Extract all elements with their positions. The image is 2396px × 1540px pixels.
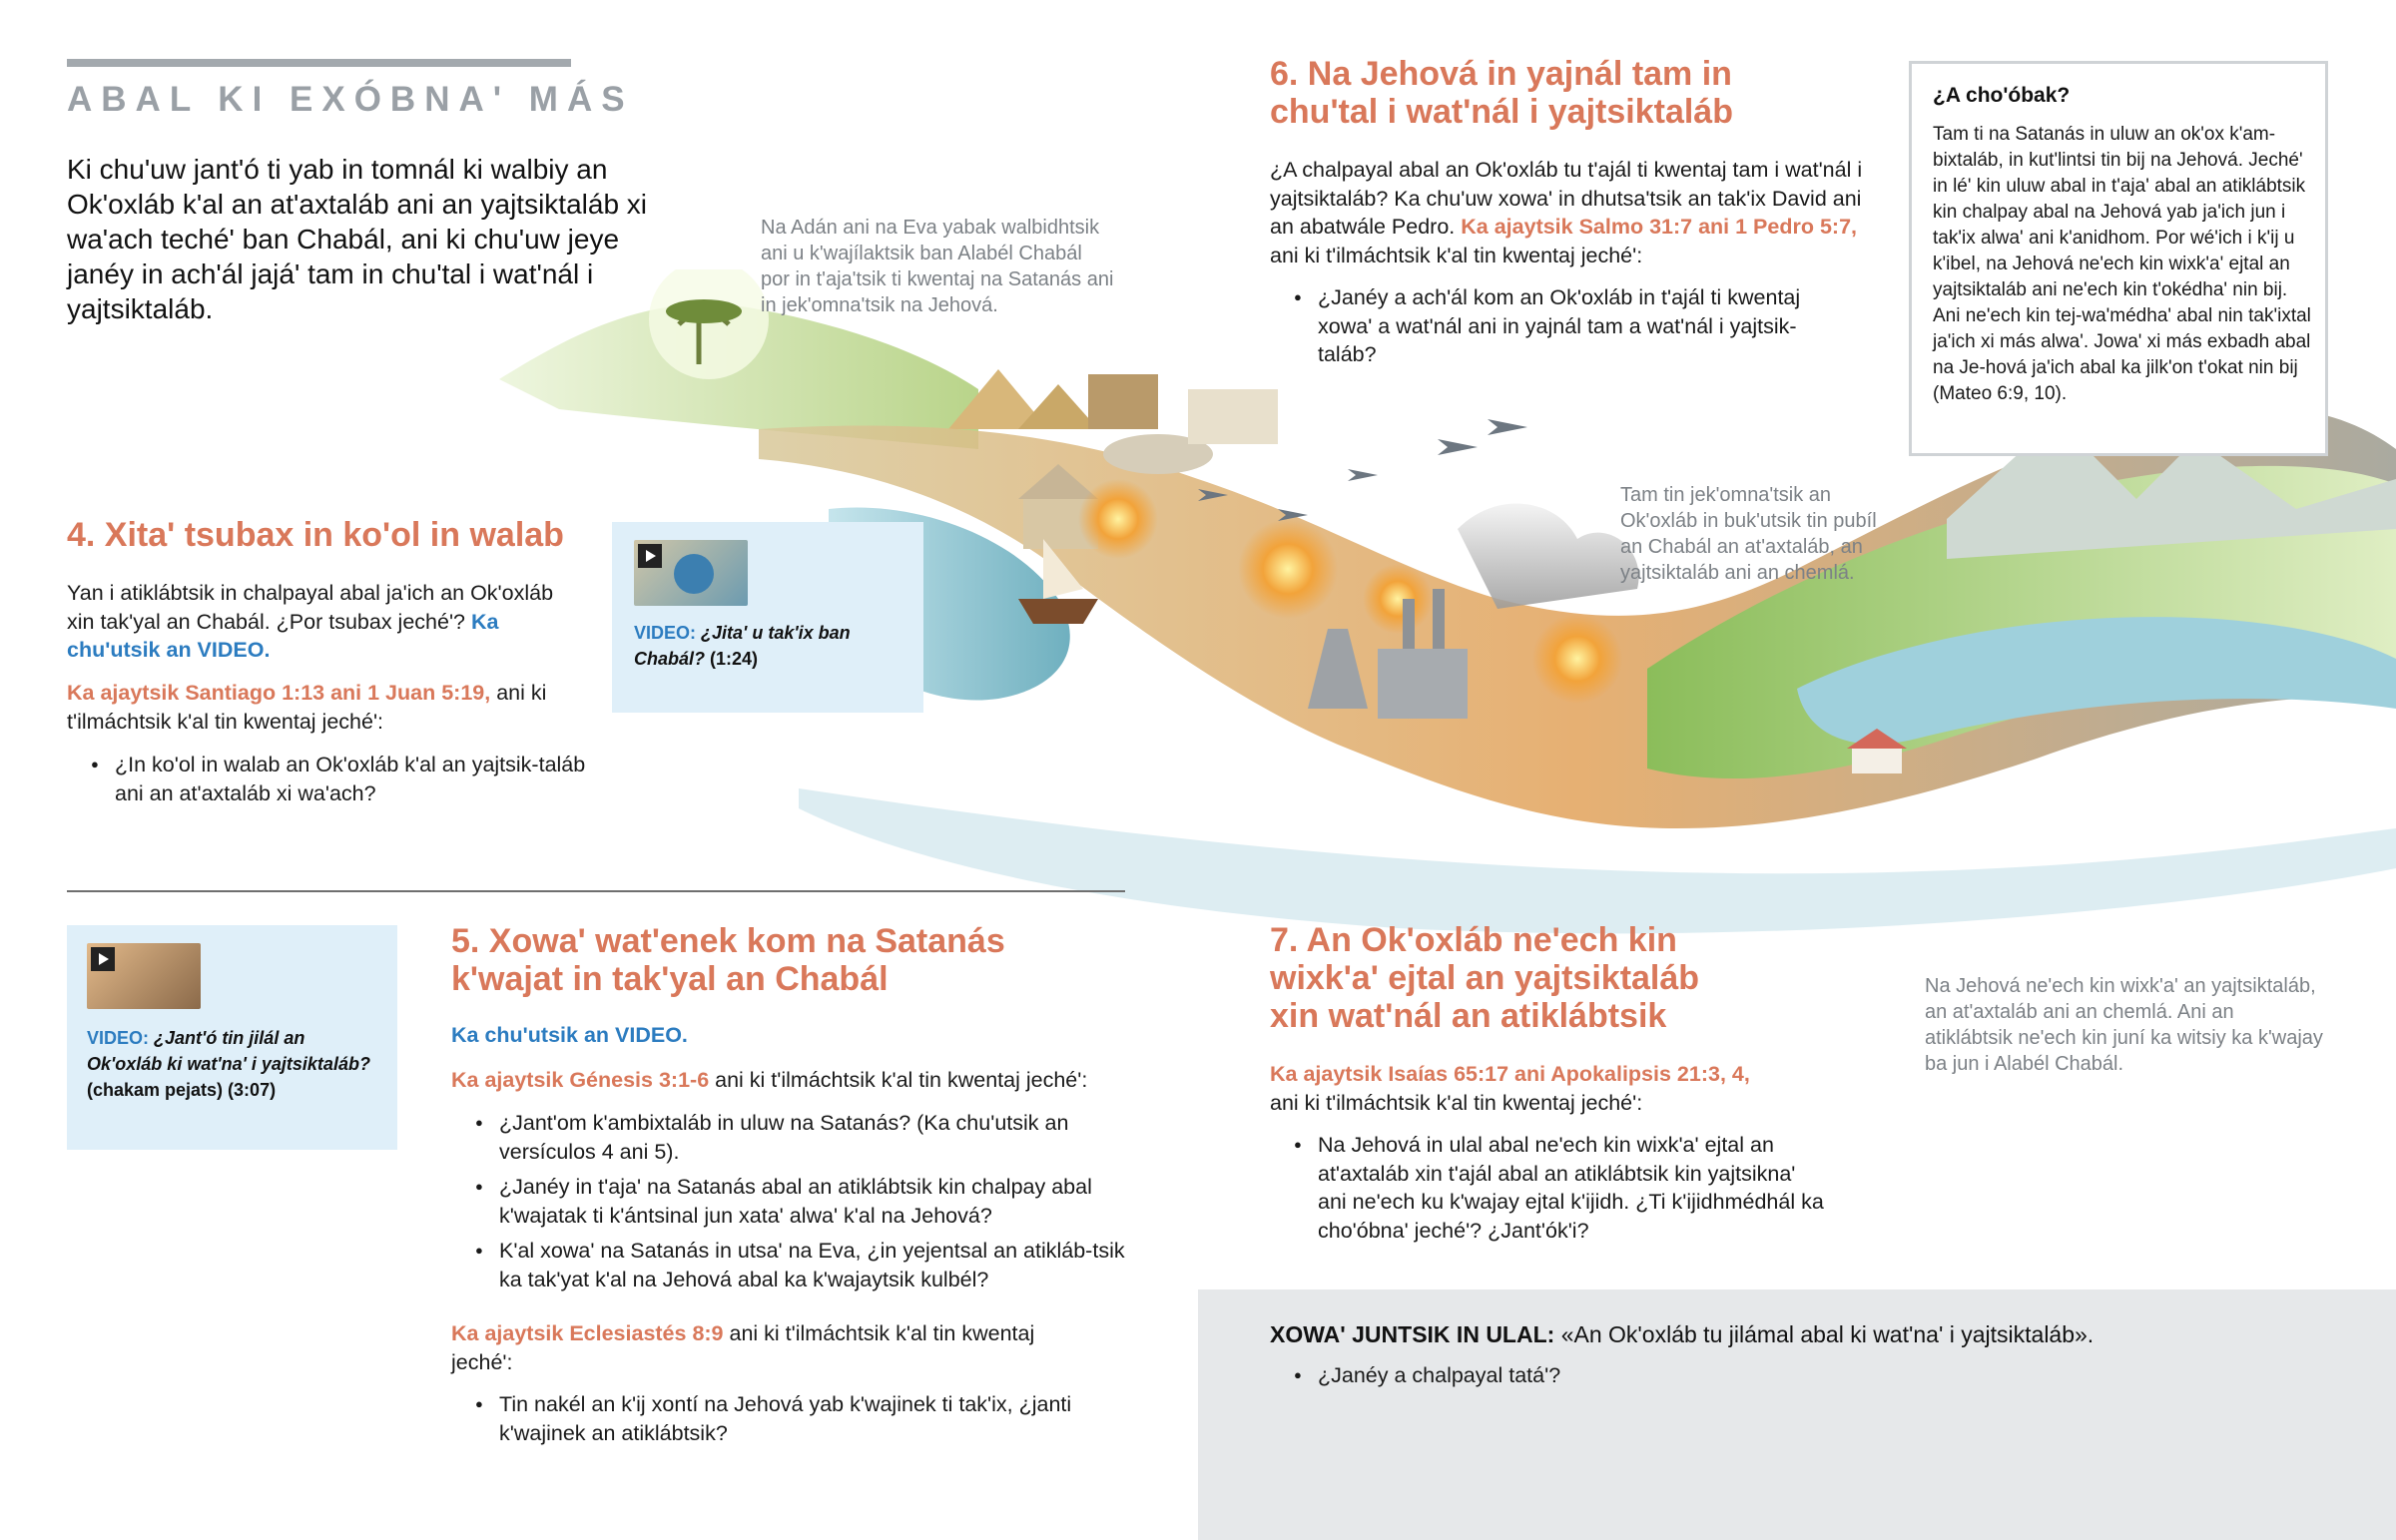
summary-text: «An Ok'oxláb tu jilámal abal ki wat'na' i yajtsiktaláb». [1554, 1321, 2095, 1347]
caption-future: Na Jehová ne'ech kin wixk'a' an yajtsiktaláb, an at'axtaláb ani an chemlá. Ani an atiklábtsik ne'ech kin juní ka witsiy ka k'wajay ba jun i Alabél Chabál. [1925, 975, 2323, 1075]
section-5-question: ● ¿Janéy in t'aja' na Satanás abal an atiklábtsik kin chalpay abal k'wajatak ti k'ántsinal jun xata' alwa' k'al na Jehová? [451, 1173, 1140, 1230]
summary-question: ● ¿Janéy a chalpayal tatá'? [1270, 1361, 2069, 1390]
caption-adam-eve: Na Adán ani na Eva yabak walbidhtsik ani u k'wajílaktsik ban Alabél Chabál por in t'aja'tsik ti kwentaj na Satanás ani in jek'omna'tsik na Jehová. [761, 217, 1114, 316]
section-4-questions [67, 751, 586, 814]
sidebar-body: Tam ti na Satanás in uluw an ok'ox k'am-bixtaláb, in kut'lintsi tin bij na Jehová. Jeché' in lé' kin uluw abal in t'aja' abal an atiklábtsik kin chalpay abal na Jehová yab ja'ich jun i tak'ix alwa' ani k'anidhom. Por wé'ich i k'ij u k'ibel, na Jehová ne'ech kin wixk'a' ejtal an yajtsiktaláb ani ne'ech kin t'okédha' nin bij. Ani ne'ech kin tej-wa'médha' abal nin tak'ixtal ja'ich xi más alwa'. Jowa' xi más exbadh abal na Je-hová ja'ich abal ka jilk'on t'okat nin bij (Mateo 6:9, 10). [1933, 124, 2311, 404]
section-5-questions-2 [451, 1390, 1140, 1454]
section-6-questions [1270, 283, 1849, 376]
section-7-reference-line [1270, 1060, 1829, 1117]
summary-label: XOWA' JUNTSIK IN ULAL: [1270, 1321, 1555, 1347]
video-subtitle: (chakam pejats) (3:07) [87, 1080, 277, 1100]
section-5-question: ● K'al xowa' na Satanás in utsa' na Eva, ¿in yejentsal an atikláb-tsik ka tak'yat k'al na Jehová abal ka k'wajaytsik kulbél? [451, 1237, 1140, 1293]
section-4-ref-instruction: ani ki t'ilmáchtsik k'al tin kwentaj jeché': [67, 681, 547, 734]
section-5-title: 5. Xowa' wat'enek kom na Satanás k'wajat in tak'yal an Chabál [451, 922, 1005, 998]
section-6-scripture-ref[interactable]: Ka ajaytsik Salmo 31:7 ani 1 Pedro 5:7, [1461, 215, 1858, 239]
section-6-paragraph: ¿A chalpayal abal an Ok'oxláb tu t'ajál ti kwentaj tam i wat'nál i yajtsiktaláb? Ka chu'uw xowa' in dhutsa'tsik an tak'ix David ani an abatwále Pedro. [1270, 158, 1863, 239]
section-5-reference-line-2 [451, 1319, 1090, 1376]
video-label: VIDEO: [634, 623, 697, 643]
video-title: ¿Jita' u tak'ix ban Chabál? [634, 623, 851, 669]
play-icon[interactable] [638, 544, 662, 568]
section-5-question: ● Tin nakél an k'ij xontí na Jehová yab k'wajinek ti tak'ix, ¿janti k'wajinek an atiklábtsik? [451, 1390, 1140, 1447]
section-4-paragraph: Yan i atiklábtsik in chalpayal abal ja'ich an Ok'oxláb xin tak'yal an Chabál. ¿Por tsubax jeché'? [67, 581, 554, 634]
play-icon[interactable] [91, 947, 115, 971]
section-6-body [1270, 156, 1879, 269]
section-5-scripture-ref-2[interactable]: Ka ajaytsik Eclesiastés 8:9 [451, 1321, 724, 1345]
section-5-ref-instruction-2: ani ki t'ilmáchtsik k'al tin kwentaj jeché': [451, 1321, 1035, 1374]
video-thumbnail[interactable] [634, 540, 748, 606]
sidebar-title: ¿A cho'óbak? [1933, 84, 2071, 107]
section-4-video-box[interactable] [612, 522, 923, 713]
section-label: ABAL KI EXÓBNA' MÁS [67, 80, 634, 119]
section-4-question: ● ¿In ko'ol in walab an Ok'oxláb k'al an yajtsik-taláb ani an at'axtaláb xi wa'ach? [67, 751, 586, 807]
video-title: ¿Jant'ó tin jilál an Ok'oxláb ki wat'na' i yajtsiktaláb? [87, 1028, 370, 1074]
section-7-ref-instruction: ani ki t'ilmáchtsik k'al tin kwentaj jeché': [1270, 1090, 1643, 1115]
section-divider [67, 890, 1125, 892]
section-5-video-box[interactable] [67, 925, 397, 1150]
summary-questions [1270, 1361, 2069, 1397]
section-5-question: ● ¿Jant'om k'ambixtaláb in uluw na Satanás? (Ka chu'utsik an versículos 4 ani 5). [451, 1109, 1140, 1166]
section-4-video-caption [634, 620, 903, 672]
section-4-video-link[interactable]: Ka chu'utsik an VIDEO. [67, 609, 499, 662]
globe-icon [674, 554, 714, 594]
section-5-reference-line-1 [451, 1066, 1130, 1095]
summary-panel [1198, 1289, 2396, 1540]
section-7-title: 7. An Ok'oxláb ne'ech kin wixk'a' ejtal an yajtsiktaláb xin wat'nál an atiklábtsik [1270, 921, 1700, 1035]
video-thumbnail[interactable] [87, 943, 201, 1009]
header-rule [67, 59, 571, 67]
section-5-video-link[interactable]: Ka chu'utsik an VIDEO. [451, 1023, 688, 1047]
video-label: VIDEO: [87, 1028, 150, 1048]
section-4-scripture-ref[interactable]: Ka ajaytsik Santiago 1:13 ani 1 Juan 5:19, [67, 681, 491, 705]
intro-text: Ki chu'uw jant'ó ti yab in tomnál ki walbiy an Ok'oxláb k'al an at'axtaláb ani an yajtsiktaláb xi wa'ach teché' ban Chabál, ani ki chu'uw jeye janéy in ach'ál jajá' tam in chu'tal i wat'nál i yajtsiktaláb. [67, 154, 648, 324]
video-duration: (1:24) [710, 649, 759, 669]
did-you-know-sidebar [1909, 61, 2328, 456]
section-7-questions [1270, 1131, 1829, 1252]
section-7-question: ● Na Jehová in ulal abal ne'ech kin wixk'a' ejtal an at'axtaláb xin t'ajál abal an atiklábtsik kin yajtsikna' ani ne'ech ku k'wajay ejtal k'ijidh. ¿Ti k'ijidhmédhál ka cho'óbna' jeché'? ¿Jant'ók'i? [1270, 1131, 1829, 1245]
section-6-ref-instruction: ani ki t'ilmáchtsik k'al tin kwentaj jeché': [1270, 243, 1643, 267]
section-5-video-caption [87, 1025, 381, 1103]
summary-line [1270, 1319, 2368, 1349]
section-5-questions-1 [451, 1109, 1140, 1300]
section-4-body [67, 579, 566, 665]
section-5-scripture-ref-1[interactable]: Ka ajaytsik Génesis 3:1-6 [451, 1068, 710, 1092]
section-4-reference-line [67, 679, 586, 736]
section-7-scripture-ref[interactable]: Ka ajaytsik Isaías 65:17 ani Apokalipsis 21:3, 4, [1270, 1062, 1750, 1086]
section-6-title: 6. Na Jehová in yajnál tam in chu'tal i wat'nál i yajtsiktaláb [1270, 55, 1733, 131]
caption-rebellion: Tam tin jek'omna'tsik an Ok'oxláb in buk'utsik tin pubíl an Chabál an at'axtaláb, an yajtsiktaláb ani an chemlá. [1620, 484, 1877, 584]
section-6-question: ● ¿Janéy a ach'ál kom an Ok'oxláb in t'ajál ti kwentaj xowa' a wat'nál ani in yajnál tam a wat'nál i yajtsik-taláb? [1270, 283, 1849, 369]
section-4-title: 4. Xita' tsubax in ko'ol in walab [67, 516, 564, 554]
section-5-ref-instruction-1: ani ki t'ilmáchtsik k'al tin kwentaj jeché': [709, 1068, 1088, 1092]
